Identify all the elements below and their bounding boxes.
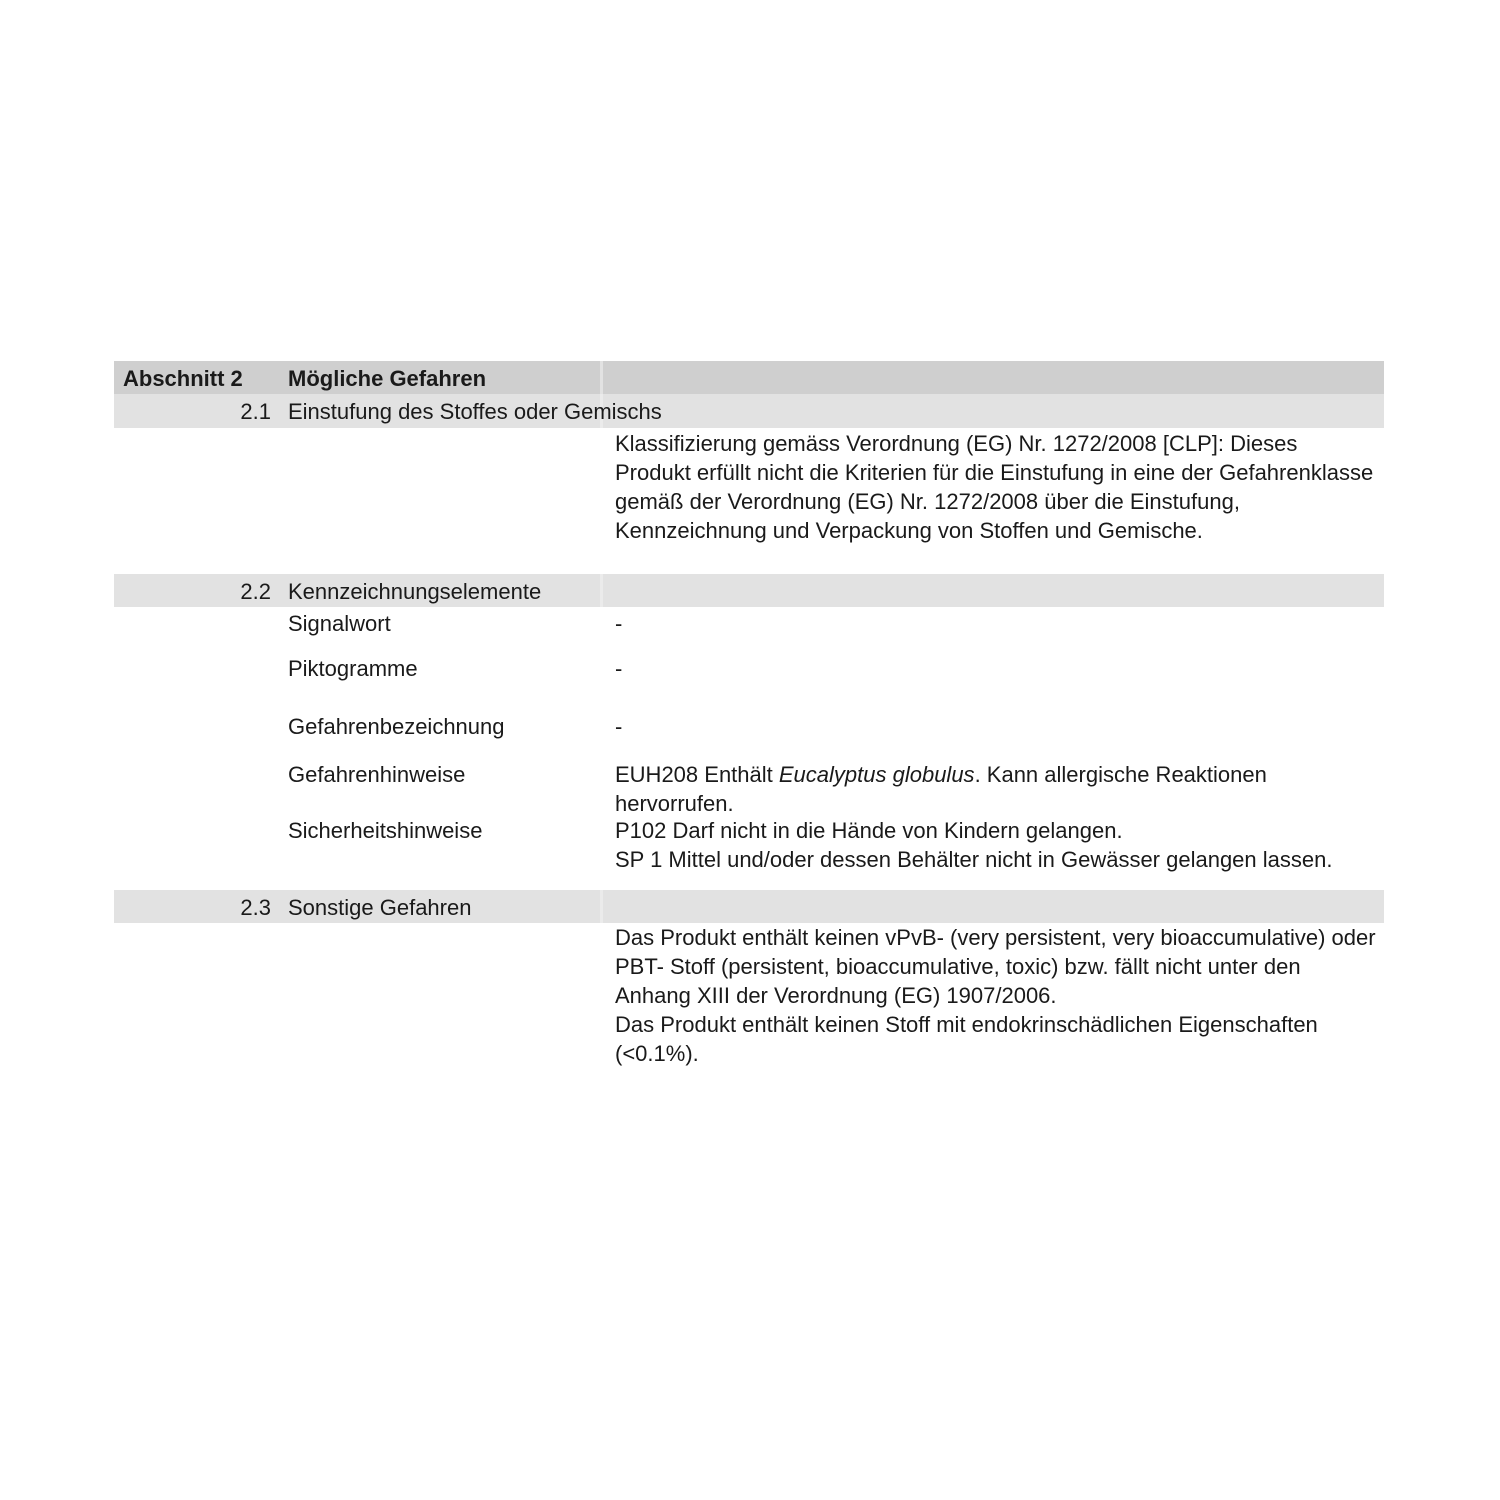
subsection-title: Sonstige Gefahren	[285, 890, 603, 923]
signalwort-label: Signalwort	[288, 611, 391, 636]
gefahrenhinweise-value	[603, 758, 1384, 816]
other-hazards-paragraph: Das Produkt enthält keinen vPvB- (very persistent, very bioaccumulative) oder PBT- Stoff (persistent, bioaccumulative, toxic) bzw. fällt nicht unter den Anhang XIII der Verordnung (EG) 1907/2006.	[615, 925, 1376, 1008]
precaution-line: SP 1 Mittel und/oder dessen Behälter nicht in Gewässer gelangen lassen.	[615, 847, 1333, 872]
sicherheitshinweise-row	[114, 816, 1384, 890]
other-hazards-text	[603, 923, 1384, 1068]
other-hazards-paragraph: Das Produkt enthält keinen Stoff mit endokrinschädlichen Eigenschaften (<0.1%).	[615, 1012, 1318, 1066]
section-title: Mögliche Gefahren	[285, 361, 603, 394]
subsection-title: Kennzeichnungselemente	[285, 574, 603, 607]
gefahrenbezeichnung-row	[114, 710, 1384, 758]
classification-text: Klassifizierung gemäss Verordnung (EG) Nr. 1272/2008 [CLP]: Dieses Produkt erfüllt nicht die Kriterien für die Einstufung in eine der Gefahrenklasse gemäß der Verordnung (EG) Nr. 1272/2008 über die Einstufung, Kennzeichnung und Verpackung von Stoffen und Gemische.	[615, 431, 1374, 543]
gefahrenbezeichnung-value: -	[615, 714, 623, 739]
gefahrenhinweise-row	[114, 758, 1384, 816]
subsection-title: Einstufung des Stoffes oder Gemischs	[285, 394, 603, 428]
hazard-statement-prefix: EUH208 Enthält	[615, 762, 779, 787]
signalwort-row	[114, 607, 1384, 652]
gefahrenhinweise-label: Gefahrenhinweise	[288, 762, 466, 787]
piktogramme-value: -	[615, 656, 623, 681]
subsection-number: 2.1	[240, 399, 271, 424]
gefahrenbezeichnung-label: Gefahrenbezeichnung	[288, 714, 505, 739]
sicherheitshinweise-label: Sicherheitshinweise	[288, 818, 483, 843]
classification-row	[114, 428, 1384, 574]
hazard-statement-suffix: . Kann allergische Reaktionen hervorrufen.	[615, 762, 1267, 816]
precaution-line: P102 Darf nicht in die Hände von Kindern gelangen.	[615, 818, 1123, 843]
hazards-section	[114, 361, 1384, 1068]
subsection-number: 2.3	[240, 895, 271, 920]
subsection-number: 2.2	[240, 579, 271, 604]
subsection-2-3-header	[114, 890, 1384, 923]
signalwort-value: -	[615, 611, 623, 636]
subsection-2-2-header	[114, 574, 1384, 607]
species-name: Eucalyptus globulus	[778, 762, 975, 787]
section-header	[114, 361, 1384, 394]
other-hazards-row	[114, 923, 1384, 1068]
section-number: Abschnitt 2	[123, 366, 243, 391]
piktogramme-row	[114, 652, 1384, 710]
sicherheitshinweise-value	[603, 816, 1384, 890]
subsection-2-1-header	[114, 394, 1384, 428]
piktogramme-label: Piktogramme	[288, 656, 418, 681]
